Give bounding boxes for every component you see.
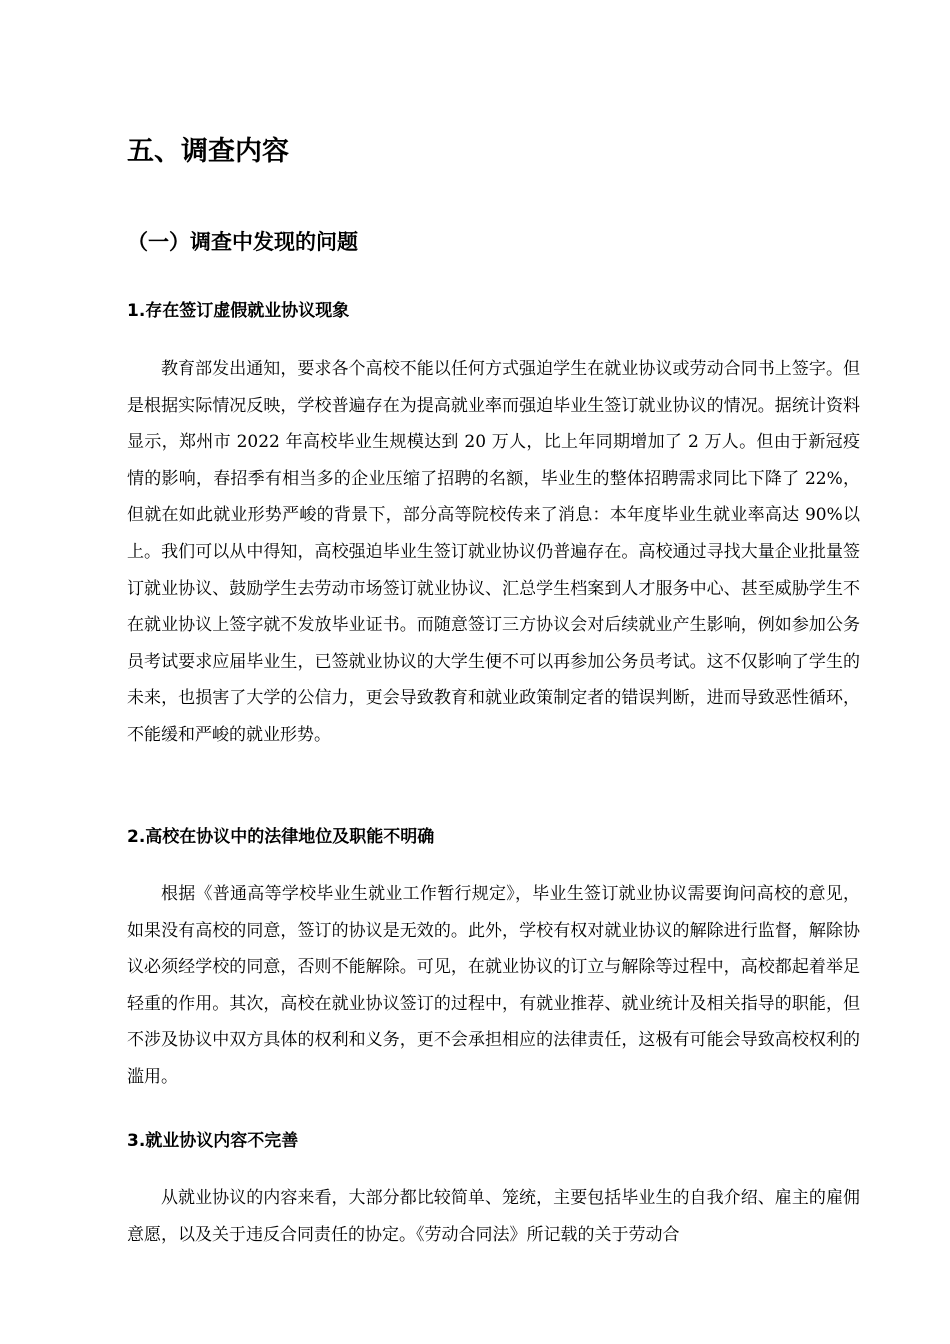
issue-1-paragraph: 教育部发出通知，要求各个高校不能以任何方式强迫学生在就业协议或劳动合同书上签字。但是根据实际情况反映，学校普遍存在为提高就业率而强迫毕业生签订就业协议的情况。据统计资料显示，郑州市 2022 年高校毕业生规模达到 20 万人，比上年同期增加了 2 万人。但由于新冠疫情的影响，春招季有相当多的企业压缩了招聘的名额，毕业生的整体招聘需求同比下降了 22%，但就在如此就业形势严峻的背景下，部分高等院校传来了消息：本年度毕业生就业率高达 90%以上。我们可以从中得知，高校强迫毕业生签订就业协议仍普遍存在。高校通过寻找大量企业批量签订就业协议、鼓励学生去劳动市场签订就业协议、汇总学生档案到人才服务中心、甚至威胁学生不在就业协议上签字就不发放毕业证书。而随意签订三方协议会对后续就业产生影响，例如参加公务员考试要求应届毕业生，已签就业协议的大学生便不可以再参加公务员考试。这不仅影响了学生的未来，也损害了大学的公信力，更会导致教育和就业政策制定者的错误判断，进而导致恶性循环，不能缓和严峻的就业形势。 [127,359,860,745]
issue-2-heading: 2.高校在协议中的法律地位及职能不明确 [127,827,435,847]
issue-1-heading: 1.存在签订虚假就业协议现象 [127,301,350,321]
issue-3-paragraph: 从就业协议的内容来看，大部分都比较简单、笼统，主要包括毕业生的自我介绍、雇主的雇佣意愿，以及关于违反合同责任的协定。《劳动合同法》所记载的关于劳动合 [127,1188,860,1245]
issue-3-heading: 3.就业协议内容不完善 [127,1131,299,1151]
subsection-title: （一）调查中发现的问题 [127,230,358,254]
issue-2-paragraph: 根据《普通高等学校毕业生就业工作暂行规定》，毕业生签订就业协议需要询问高校的意见，如果没有高校的同意，签订的协议是无效的。此外，学校有权对就业协议的解除进行监督，解除协议必须经学校的同意，否则不能解除。可见，在就业协议的订立与解除等过程中，高校都起着举足轻重的作用。其次，高校在就业协议签订的过程中，有就业推荐、就业统计及相关指导的职能，但不涉及协议中双方具体的权利和义务，更不会承担相应的法律责任，这极有可能会导致高校权利的滥用。 [127,884,860,1087]
section-title: 五、调查内容 [127,136,289,167]
